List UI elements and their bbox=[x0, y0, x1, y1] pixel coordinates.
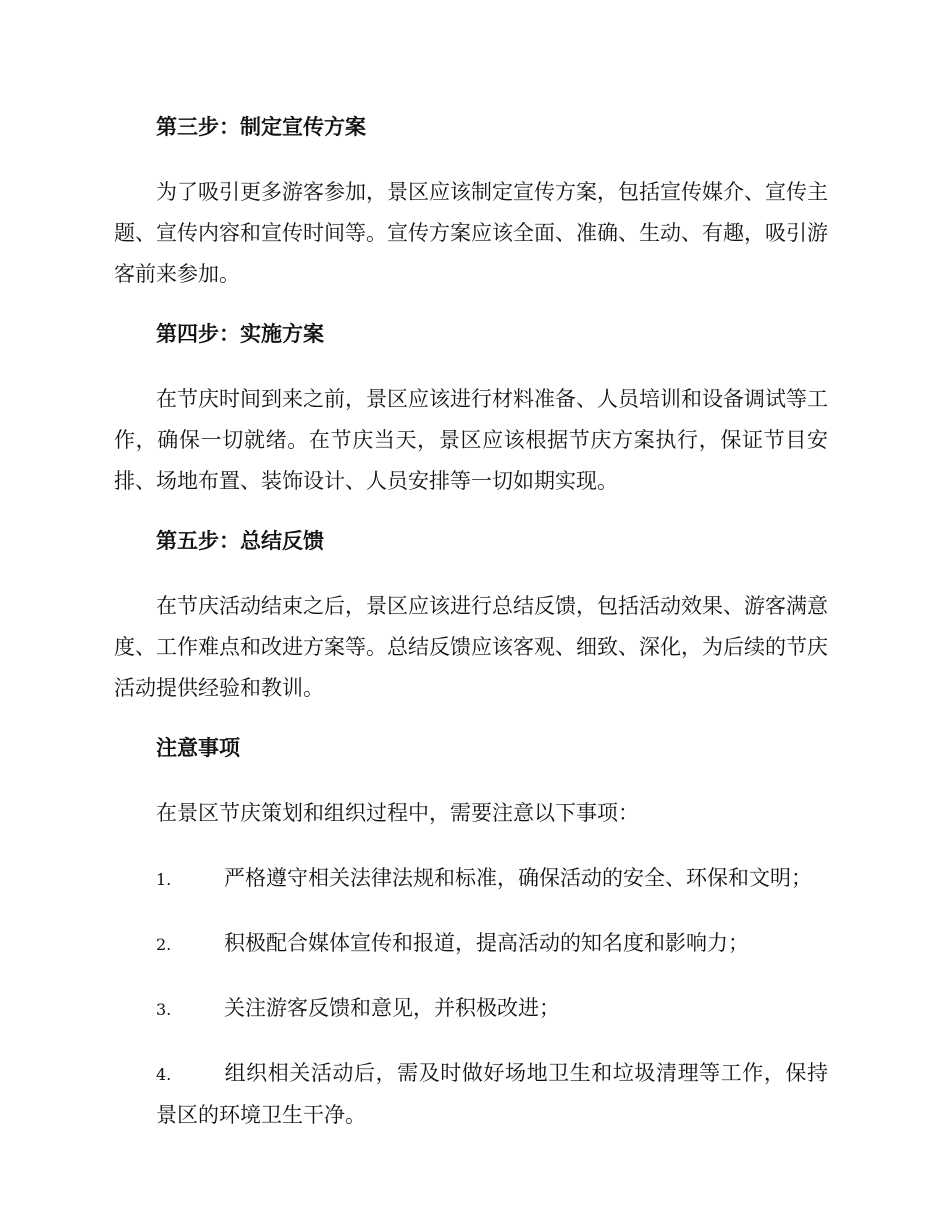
section-heading-step3: 第三步：制定宣传方案 bbox=[156, 114, 366, 139]
list-item bbox=[114, 988, 828, 1030]
section-heading-step5: 第五步：总结反馈 bbox=[156, 528, 324, 553]
list-item-number: 4. bbox=[156, 1065, 172, 1084]
section-body-step3: 为了吸引更多游客参加，景区应该制定宣传方案，包括宣传媒介、宣传主题、宣传内容和宣传时间等。宣传方案应该全面、准确、生动、有趣，吸引游客前来参加。 bbox=[114, 180, 828, 286]
section-body-step4: 在节庆时间到来之前，景区应该进行材料准备、人员培训和设备调试等工作，确保一切就绪。在节庆当天，景区应该根据节庆方案执行，保证节目安排、场地布置、装饰设计、人员安排等一切如期实现。 bbox=[114, 387, 828, 493]
list-item-text: 关注游客反馈和意见，并积极改进； bbox=[224, 996, 560, 1020]
notes-intro: 在景区节庆策划和组织过程中，需要注意以下事项： bbox=[156, 801, 639, 825]
list-item bbox=[114, 923, 828, 965]
document-content bbox=[114, 112, 828, 1159]
list-item-number: 2. bbox=[156, 935, 172, 954]
section-heading-step4: 第四步：实施方案 bbox=[156, 321, 324, 346]
list-item-text: 严格遵守相关法律法规和标准，确保活动的安全、环保和文明； bbox=[224, 866, 812, 890]
section-body-step5: 在节庆活动结束之后，景区应该进行总结反馈，包括活动效果、游客满意度、工作难点和改进方案等。总结反馈应该客观、细致、深化，为后续的节庆活动提供经验和教训。 bbox=[114, 594, 828, 700]
list-item-number: 1. bbox=[156, 870, 172, 889]
list-item bbox=[114, 1053, 828, 1136]
list-item-text: 组织相关活动后，需及时做好场地卫生和垃圾清理等工作，保持景区的环境卫生干净。 bbox=[156, 1061, 828, 1127]
list-item-number: 3. bbox=[156, 1000, 172, 1019]
list-item bbox=[114, 858, 828, 900]
list-item-text: 积极配合媒体宣传和报道，提高活动的知名度和影响力； bbox=[224, 931, 749, 955]
notes-heading: 注意事项 bbox=[156, 735, 240, 760]
